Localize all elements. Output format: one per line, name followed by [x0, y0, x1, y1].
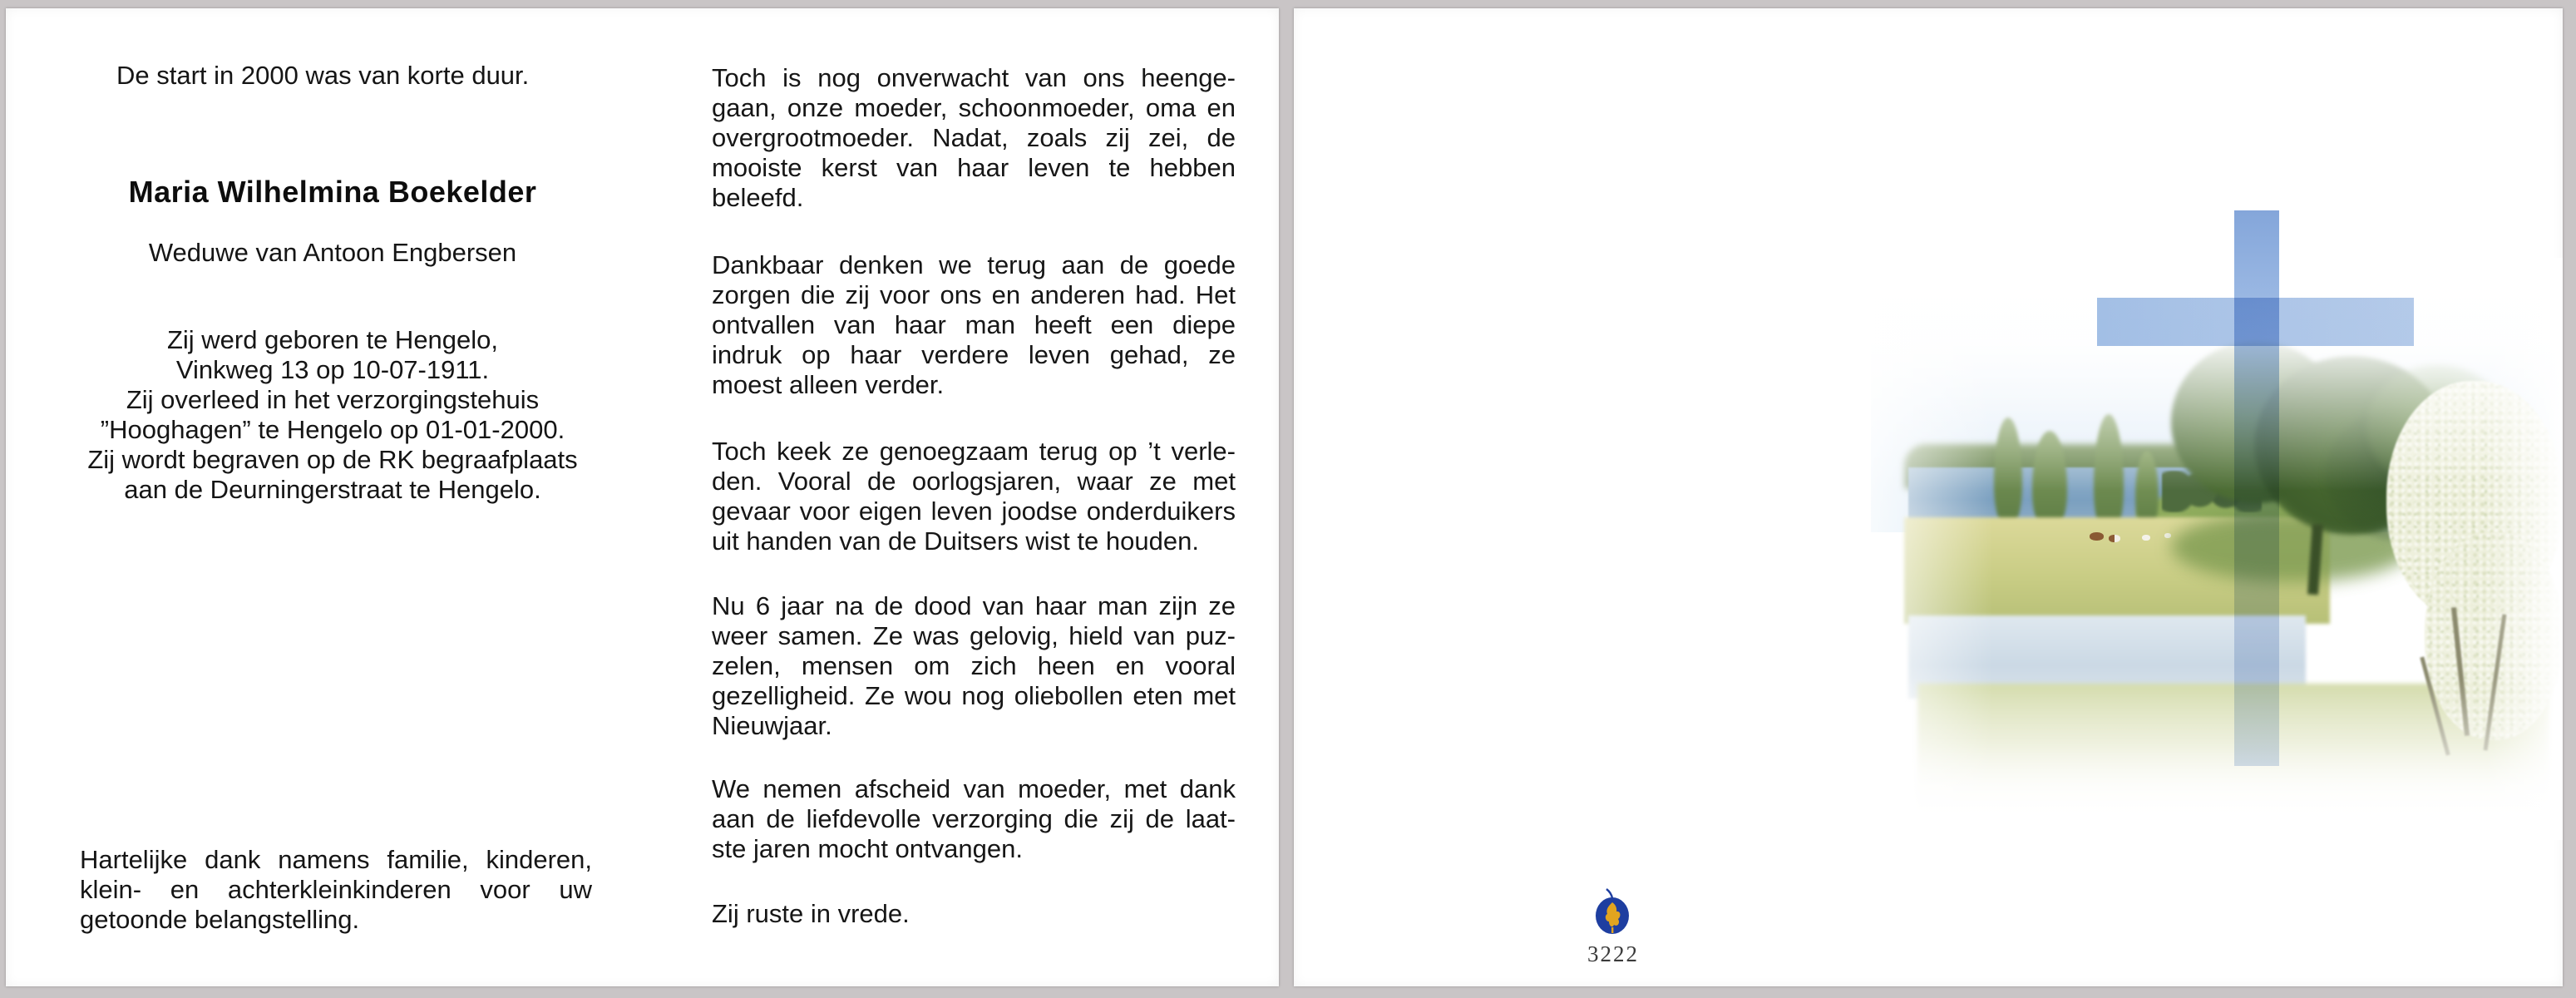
relation-line: Weduwe van Antoon Engbersen: [148, 238, 517, 267]
cross-vertical-bar: [2234, 210, 2279, 766]
memorial-paragraph-4: Nu 6 jaar na de dood van haar man zijn ze weer samen. Ze was gelovig, hield van puz- zelen, mensen om zich heen en vooral gezelligheid. Ze wou nog oliebollen eten met Nieuwjaar.: [712, 591, 1236, 740]
closing-line: Zij ruste in vrede.: [712, 899, 910, 928]
memorial-paragraph-1: Toch is nog onverwacht van ons heenge- gaan, onze moeder, schoonmoeder, oma en overgrootmoeder. Nadat, zoals zij zei, de mooiste kerst van haar leven te hebben beleefd.: [712, 63, 1236, 212]
memorial-paragraph-5: We nemen afscheid van moeder, met dank aan de liefdevolle verzorging die zij de laat- ste jaren mocht ontvangen.: [712, 774, 1236, 863]
memorial-card-inner-spread: [6, 8, 1279, 986]
memorial-card-cover: [1294, 8, 2563, 986]
memorial-paragraph-3: Toch keek ze genoegzaam terug op ’t verle- den. Vooral de oorlogsjaren, waar ze met gevaar voor eigen leven joodse onderduikers uit handen van de Duitsers wist te houden.: [712, 437, 1236, 556]
printer-logo: [1593, 888, 1631, 938]
opening-line: De start in 2000 was van korte duur.: [116, 61, 530, 90]
acknowledgement-text: Hartelijke dank namens familie, kinderen, klein- en achterkleinkinderen voor uw getoonde belangstelling.: [80, 845, 592, 934]
deceased-name: Maria Wilhelmina Boekelder: [128, 175, 537, 209]
print-number: 3222: [1587, 941, 1639, 966]
cross-horizontal-bar: [2097, 298, 2414, 346]
leaf-emblem-icon: [1593, 888, 1631, 938]
memorial-paragraph-2: Dankbaar denken we terug aan de goede zorgen die zij voor ons en anderen had. Het ontvallen van haar man heeft een diepe indruk op haar verdere leven gehad, ze moest alleen verder.: [712, 250, 1236, 399]
life-details: Zij werd geboren te Hengelo, Vinkweg 13 op 10-07-1911. Zij overleed in het verzorgingstehuis ”Hooghagen” te Hengelo op 01-01-2000. Zij wordt begraven op de RK begraafplaats aan de Deurningerstraat te Hengelo.: [87, 325, 578, 504]
